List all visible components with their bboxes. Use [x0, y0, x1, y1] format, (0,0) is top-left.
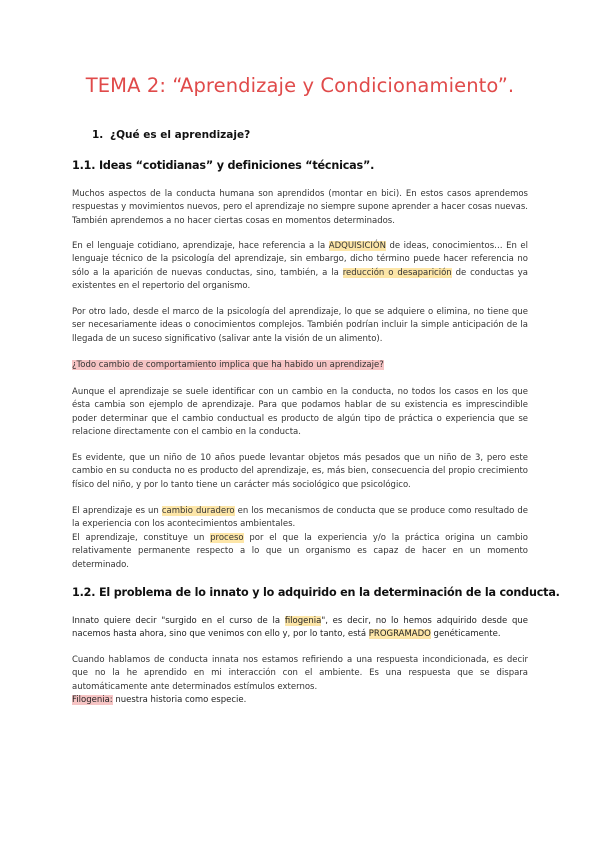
subsection-heading-1-2: 1.2. El problema de lo innato y lo adquirido en la determinación de la conducta. — [72, 586, 560, 599]
subsection-heading-1-1: 1.1. Ideas “cotidianas” y definiciones “técnicas”. — [72, 159, 375, 172]
paragraph-1: Muchos aspectos de la conducta humana son aprendidos (montar en bici). En estos casos aprendemos respuestas y movimientos nuevos, pero el aprendizaje no siempre supone aprender a hacer cosas nuevas. También aprendemos a no hacer ciertas cosas en momentos determinados. — [72, 189, 528, 226]
paragraph-10 — [72, 694, 528, 707]
paragraph-8 — [72, 615, 528, 642]
paragraph-5: Es evidente, que un niño de 10 años puede levantar objetos más pesados que un niño de 3, pero este cambio en su conducta no es producto del aprendizaje, es, más bien, consecuencia del propio crecimiento físico del niño, y por lo tanto tiene un carácter más sociológico que psicológico. — [72, 453, 528, 490]
p2-text-b: de ideas, conocimientos… En el lenguaje técnico de la psicología del aprendizaje, sin embargo, dicho término puede hacer referencia no sólo a la aparición de nuevas conductas, sino, también, a la — [72, 241, 528, 278]
paragraph-4: Aunque el aprendizaje se suele identificar con un cambio en la conducta, no todos los casos en los que ésta cambia son ejemplo de aprendizaje. Para que podamos hablar de su existencia es imprescindible poder determinar que el cambio conductual es producto de algún tipo de práctica o experiencia que se relacione directamente con el cambio en la conducta. — [72, 387, 528, 437]
p7-text-b: por el que la experiencia y/o la práctica origina un cambio relativamente permanente respecto a lo que un organismo es capaz de hacer en un momento determinado. — [72, 533, 528, 570]
highlight-proceso: proceso — [210, 533, 244, 543]
highlight-cambio-duradero: cambio duradero — [161, 506, 235, 516]
highlight-filogenia: filogenia — [284, 616, 322, 626]
p7-text-a: El aprendizaje, constituye un — [72, 533, 211, 543]
section-heading — [92, 129, 250, 141]
paragraph-3: Por otro lado, desde el marco de la psicología del aprendizaje, lo que se adquiere o elimina, no tiene que ser necesariamente ideas o conocimientos complejos. También podrían incluir la simple anticipación de la llegada de un suceso significativo (salivar ante la visión de un alimento). — [72, 307, 528, 344]
p6-text-a: El aprendizaje es un — [72, 506, 162, 516]
p8-text-a: Innato quiere decir "surgido en el curso de la — [72, 616, 285, 626]
paragraph-6 — [72, 505, 528, 532]
section-number: 1. — [92, 129, 104, 141]
highlight-question: ¿Todo cambio de comportamiento implica que ha habido un aprendizaje? — [72, 360, 384, 370]
p2-text-c: de conductas ya existentes en el repertorio del organismo. — [72, 267, 528, 291]
page-title: TEMA 2: “Aprendizaje y Condicionamiento”. — [85, 74, 515, 97]
question-line — [72, 359, 528, 372]
highlight-programado: PROGRAMADO — [368, 629, 431, 640]
paragraph-2 — [72, 240, 528, 293]
p2-text-a: En el lenguaje cotidiano, aprendizaje, hace referencia a la — [72, 241, 329, 251]
p10-text-b: nuestra historia como especie. — [112, 695, 247, 705]
paragraph-9: Cuando hablamos de conducta innata nos estamos refiriendo a una respuesta incondicionada, es decir que no la he aprendido en mi interacción con el ambiente. Es una respuesta que se dispara automáticamente ante determinados estímulos externos. — [72, 655, 528, 692]
p6-text-b: en los mecanismos de conducta que se produce como resultado de la experiencia con los acontecimientos ambientales. — [72, 506, 528, 530]
p8-text-c: genéticamente. — [430, 629, 501, 640]
highlight-reduccion: reducción o desaparición — [342, 267, 452, 278]
paragraph-7 — [72, 532, 528, 572]
highlight-filogenia-term: Filogenia: — [72, 695, 113, 705]
p8-text-b: ", es decir, no lo hemos adquirido desde que nacemos hasta ahora, sino que venimos con ello y, por lo tanto, está — [72, 616, 528, 640]
section-label: ¿Qué es el aprendizaje? — [110, 129, 251, 141]
highlight-adquisicion: ADQUISICIÓN — [328, 241, 386, 251]
